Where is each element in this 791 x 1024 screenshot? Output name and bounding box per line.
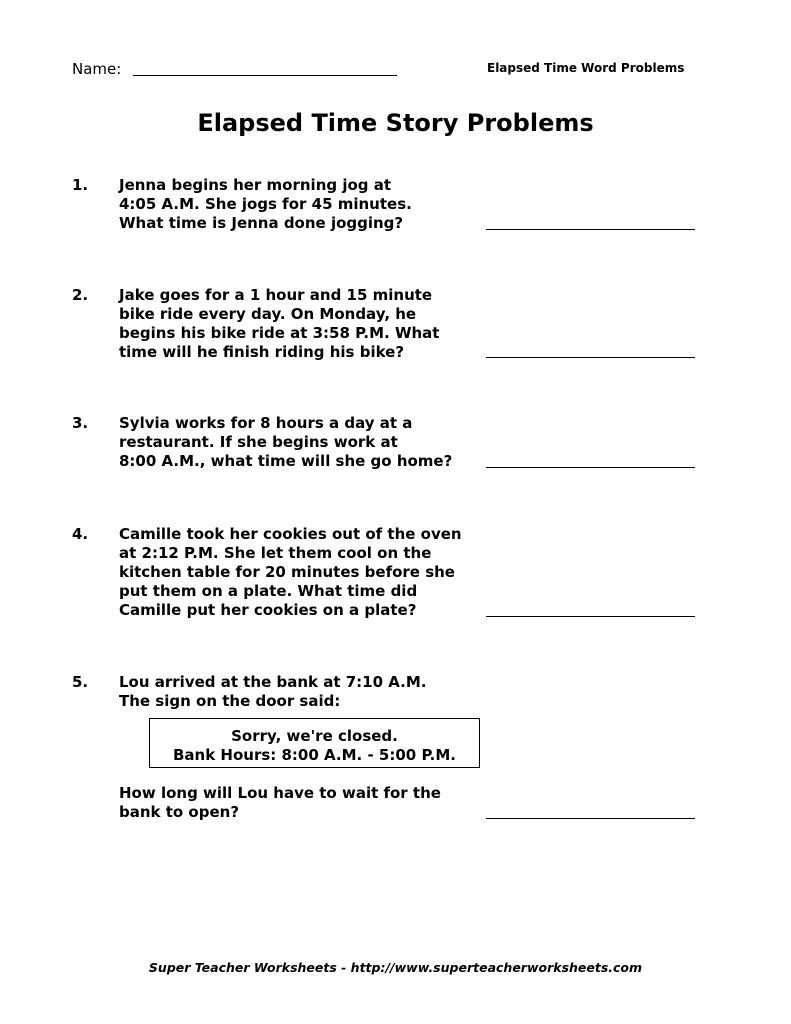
problem-line: How long will Lou have to wait for the <box>119 784 441 802</box>
problem-text <box>119 673 427 711</box>
problem-text <box>119 286 439 362</box>
problem-line: bank to open? <box>119 803 240 821</box>
problem-line: kitchen table for 20 minutes before she <box>119 563 455 581</box>
answer-line-5[interactable] <box>486 818 695 819</box>
problem-text <box>119 784 441 822</box>
problem-text <box>119 176 412 233</box>
name-label: Name: <box>72 60 122 78</box>
footer-credit: Super Teacher Worksheets - http://www.superteacherworksheets.com <box>148 960 643 975</box>
problem-line: time will he finish riding his bike? <box>119 343 405 361</box>
problem-number: 3. <box>72 414 89 432</box>
problem-number: 4. <box>72 525 89 543</box>
problem-line: What time is Jenna done jogging? <box>119 214 404 232</box>
problem-line: Jenna begins her morning jog at <box>119 176 392 194</box>
problem-line: at 2:12 P.M. She let them cool on the <box>119 544 432 562</box>
problem-line: The sign on the door said: <box>119 692 341 710</box>
answer-line-4[interactable] <box>486 616 695 617</box>
problem-line: Lou arrived at the bank at 7:10 A.M. <box>119 673 427 691</box>
worksheet-header-title: Elapsed Time Word Problems <box>487 61 685 75</box>
answer-line-2[interactable] <box>486 357 695 358</box>
problem-line: put them on a plate. What time did <box>119 582 418 600</box>
problem-line: 4:05 A.M. She jogs for 45 minutes. <box>119 195 412 213</box>
problem-line: begins his bike ride at 3:58 P.M. What <box>119 324 440 342</box>
problem-number: 5. <box>72 673 89 691</box>
problem-number: 2. <box>72 286 89 304</box>
problem-line: Jake goes for a 1 hour and 15 minute <box>119 286 433 304</box>
problem-line: bike ride every day. On Monday, he <box>119 305 417 323</box>
page-title: Elapsed Time Story Problems <box>197 109 594 137</box>
answer-line-3[interactable] <box>486 467 695 468</box>
problem-text <box>119 525 462 620</box>
sign-line-hours: Bank Hours: 8:00 A.M. - 5:00 P.M. <box>172 746 457 764</box>
problem-text <box>119 414 452 471</box>
problem-line: Sylvia works for 8 hours a day at a <box>119 414 413 432</box>
problem-line: 8:00 A.M., what time will she go home? <box>119 452 453 470</box>
problem-line: Camille put her cookies on a plate? <box>119 601 417 619</box>
problem-number: 1. <box>72 176 89 194</box>
problem-line: restaurant. If she begins work at <box>119 433 398 451</box>
name-blank-line[interactable] <box>133 75 397 76</box>
bank-sign-box <box>149 718 480 768</box>
sign-line-closed: Sorry, we're closed. <box>231 727 398 745</box>
problem-line: Camille took her cookies out of the oven <box>119 525 462 543</box>
answer-line-1[interactable] <box>486 229 695 230</box>
